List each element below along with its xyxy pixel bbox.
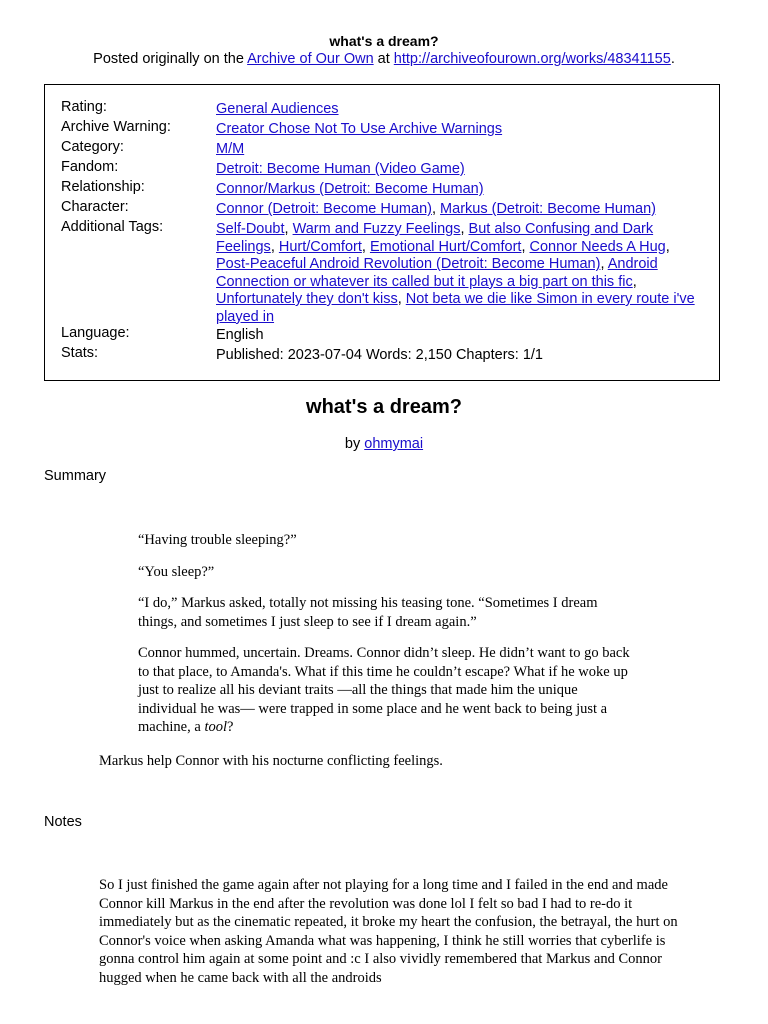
- author-link[interactable]: ohmymai: [364, 436, 424, 452]
- warning-label: Archive Warning:: [61, 119, 171, 135]
- tag-link[interactable]: Not beta we die like Simon in every route i've played in: [216, 291, 695, 325]
- character-value: Connor (Detroit: Become Human), Markus (Detroit: Become Human): [216, 201, 656, 217]
- fandom-link[interactable]: Detroit: Become Human (Video Game): [216, 161, 465, 177]
- summary-p4-main: Connor hummed, uncertain. Dreams. Connor didn’t sleep. He didn’t want to go back to that place, to Amanda's. What if this time he couldn’t escape? What if he woke up just to realize all his deviant traits —all the things that made him the unique individual he was— were trapped in some place and he went back to being just a machine, a: [138, 645, 630, 735]
- summary-paragraph: “Having trouble sleeping?”: [138, 532, 297, 548]
- rating-value: [216, 101, 706, 119]
- character-link[interactable]: Connor (Detroit: Become Human): [216, 201, 432, 217]
- summary-heading: Summary: [44, 468, 107, 484]
- tag-link[interactable]: But also Confusing and Dark Feelings: [216, 221, 654, 255]
- archive-link[interactable]: Archive of Our Own: [247, 51, 374, 67]
- warning-value: [216, 121, 706, 139]
- document-title: what's a dream?: [329, 33, 439, 49]
- tags-label: Additional Tags:: [61, 219, 164, 235]
- work-url-link[interactable]: http://archiveofourown.org/works/48341155: [393, 51, 671, 67]
- relationship-link[interactable]: Connor/Markus (Detroit: Become Human): [216, 181, 484, 197]
- relationship-label: Relationship:: [61, 179, 145, 195]
- tags-value: Self-Doubt, Warm and Fuzzy Feelings, But also Confusing and Dark Feelings, Hurt/Comfort, Emotional Hurt/Comfort, Connor Needs A Hug, Post-Peaceful Android Revolution (Detroit: Become Human), Android Connection or whatever its called but it plays a big part on this fic, Unfortunately they don't kiss, Not beta we die like Simon in every route i've played in: [216, 221, 695, 325]
- metadata-box: [44, 84, 720, 381]
- category-label: Category:: [61, 139, 124, 155]
- category-link[interactable]: M/M: [216, 141, 245, 157]
- tag-link[interactable]: Android Connection or whatever its called but it plays a big part on this fic: [216, 256, 658, 290]
- notes-heading: Notes: [44, 814, 82, 830]
- character-link[interactable]: Markus (Detroit: Become Human): [440, 201, 656, 217]
- summary-text: [138, 531, 638, 750]
- tag-link[interactable]: Emotional Hurt/Comfort: [369, 238, 522, 255]
- tag-link[interactable]: Post-Peaceful Android Revolution (Detroit: Become Human): [216, 256, 601, 272]
- rating-label: Rating:: [61, 99, 107, 115]
- fandom-value: [216, 161, 706, 179]
- character-label: Character:: [61, 199, 129, 215]
- category-value: [216, 141, 706, 159]
- notes-text: So I just finished the game again after not playing for a long time and I failed in the end and made Connor kill Markus in the end after the revolution was done lol I felt so bad I had to re-do it immediately but as the cinematic repeated, it broke my heart the confusion, the betrayal, the hurt on Connor's voice when asking Amanda what was happening, I think he still worries that cyberlife is gonna control him again at some point and :c I also vividly remembered that Markus and Connor hugged when he came back with all the androids: [99, 877, 678, 986]
- byline: [0, 436, 768, 452]
- tag-link[interactable]: Hurt/Comfort: [278, 238, 362, 255]
- language-label: Language:: [61, 325, 130, 341]
- posted-line: [0, 51, 768, 67]
- fandom-label: Fandom:: [61, 159, 119, 175]
- language-value: English: [216, 327, 264, 343]
- summary-note: Markus help Connor with his nocturne conflicting feelings.: [99, 753, 443, 769]
- summary-p4-emphasis: tool: [204, 719, 227, 735]
- relationship-value: [216, 181, 706, 199]
- stats-label: Stats:: [61, 345, 99, 361]
- stats-value: Published: 2023-07-04 Words: 2,150 Chapters: 1/1: [216, 347, 543, 363]
- byline-prefix: by: [344, 436, 365, 452]
- work-title: what's a dream?: [306, 396, 462, 418]
- summary-paragraph: “I do,” Markus asked, totally not missing his teasing tone. “Sometimes I dream things, and sometimes I just sleep to see if I dream again.”: [138, 595, 598, 630]
- posted-mid: at: [373, 51, 394, 67]
- tag-link[interactable]: Self-Doubt: [216, 221, 285, 237]
- tag-link[interactable]: Connor Needs A Hug: [529, 238, 666, 255]
- summary-paragraph: “You sleep?”: [138, 563, 215, 580]
- tag-link[interactable]: Warm and Fuzzy Feelings: [292, 221, 461, 237]
- summary-p4-end: ?: [227, 719, 234, 735]
- warning-link[interactable]: Creator Chose Not To Use Archive Warnings: [216, 121, 503, 137]
- tag-link[interactable]: Unfortunately they don't kiss: [216, 291, 398, 307]
- posted-prefix: Posted originally on the: [93, 51, 248, 67]
- rating-link[interactable]: General Audiences: [216, 101, 339, 117]
- summary-paragraph: [138, 644, 638, 737]
- posted-suffix: .: [670, 51, 675, 67]
